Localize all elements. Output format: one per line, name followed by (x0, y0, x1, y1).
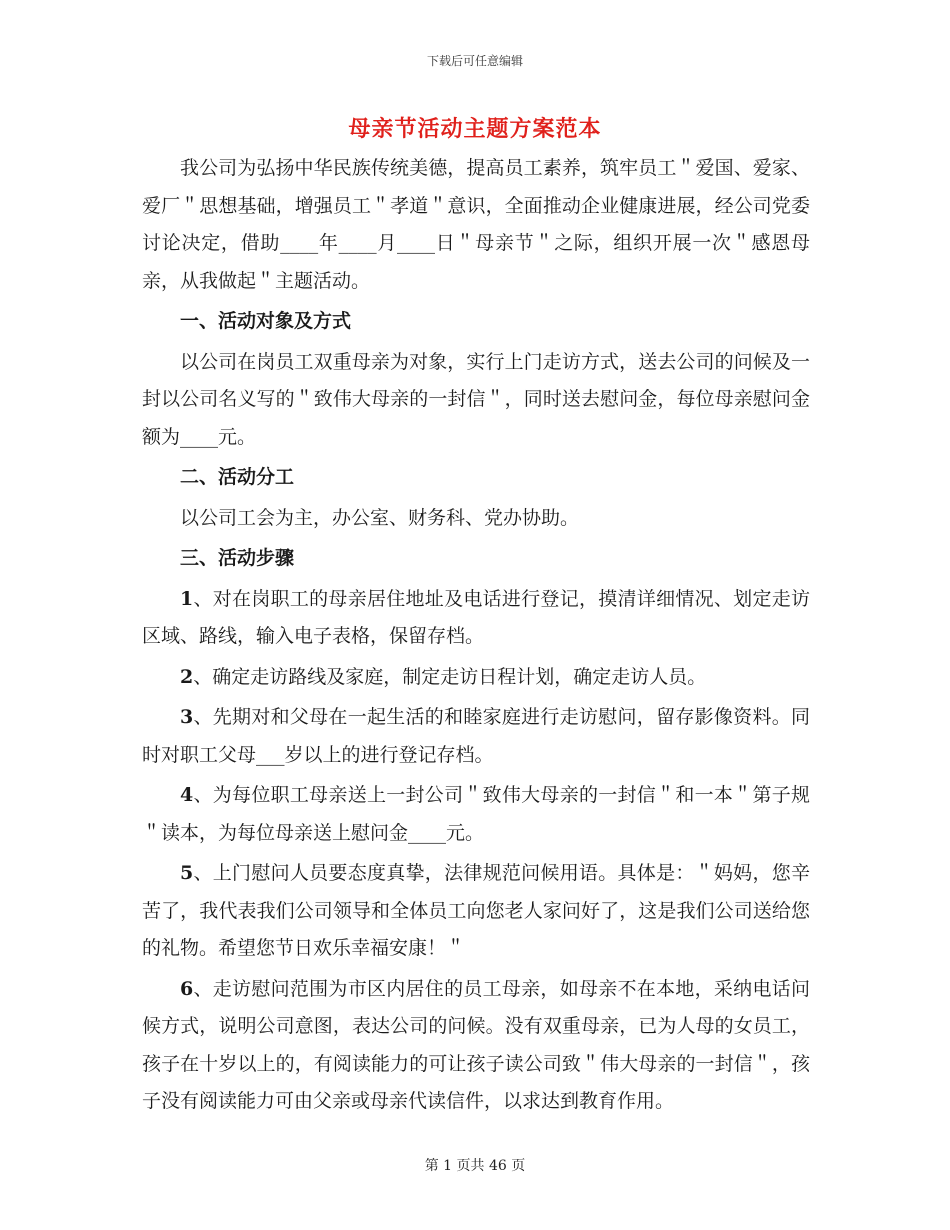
section-body-2: 以公司工会为主，办公室、财务科、党办协助。 (180, 506, 580, 529)
step-text: 、先期对和父母在一起生活的和睦家庭进行走访慰问，留存影像资料。同时对职工父母___岁以上的进行登记存档。 (142, 706, 810, 766)
step-number: 6 (180, 977, 194, 1000)
section-heading-3: 三、活动步骤 (180, 547, 295, 569)
step-text: 、对在岗职工的母亲居住地址及电话进行登记，摸清详细情况、划定走访区域、路线，输入电子表格，保留存档。 (142, 587, 810, 647)
step-text: 、上门慰问人员要态度真挚，法律规范问候用语。具体是：＂妈妈，您辛苦了，我代表我们公司领导和全体员工向您老人家问好了，这是我们公司送给您的礼物。希望您节日欢乐幸福安康！＂ (142, 862, 810, 959)
step-text: 、确定走访路线及家庭，制定走访日程计划，确定走访人员。 (193, 665, 707, 688)
document-body (142, 150, 810, 1121)
section-heading-1: 一、活动对象及方式 (180, 310, 352, 332)
step-item (142, 971, 810, 1121)
section-heading-2: 二、活动分工 (180, 466, 295, 488)
step-item (142, 855, 810, 968)
step-text: 、为每位职工母亲送上一封公司＂致伟大母亲的一封信＂和一本＂第子规＂读本，为每位母亲送上慰问金____元。 (142, 784, 810, 844)
document-title: 母亲节活动主题方案范本 (348, 116, 602, 142)
step-item (142, 699, 810, 774)
page-footer: 第 1 页共 46 页 (424, 1158, 526, 1174)
step-number: 3 (180, 706, 194, 728)
step-number: 4 (180, 784, 194, 806)
step-item (142, 777, 810, 852)
step-number: 1 (180, 587, 194, 610)
step-number: 5 (180, 862, 194, 884)
section-body-1: 以公司在岗员工双重母亲为对象，实行上门走访方式，送去公司的问候及一封以公司名义写的＂致伟大母亲的一封信＂，同时送去慰问金，每位母亲慰问金额为____元。 (142, 350, 810, 448)
step-item (142, 581, 810, 656)
page-header-note: 下载后可任意编辑 (426, 54, 523, 68)
step-number: 2 (180, 665, 194, 688)
step-item (142, 659, 810, 697)
step-text: 、走访慰问范围为市区内居住的员工母亲，如母亲不在本地，采纳电话问候方式，说明公司意图，表达公司的问候。没有双重母亲，已为人母的女员工，孩子在十岁以上的，有阅读能力的可让孩子读公司致＂伟大母亲的一封信＂，孩子没有阅读能力可由父亲或母亲代读信件，以求达到教育作用。 (142, 977, 810, 1112)
intro-paragraph: 我公司为弘扬中华民族传统美德，提高员工素养，筑牢员工＂爱国、爱家、爱厂＂思想基础，增强员工＂孝道＂意识，全面推动企业健康进展，经公司党委讨论决定，借助____年____月____日＂母亲节＂之际，组织开展一次＂感恩母亲，从我做起＂主题活动。 (142, 157, 810, 292)
